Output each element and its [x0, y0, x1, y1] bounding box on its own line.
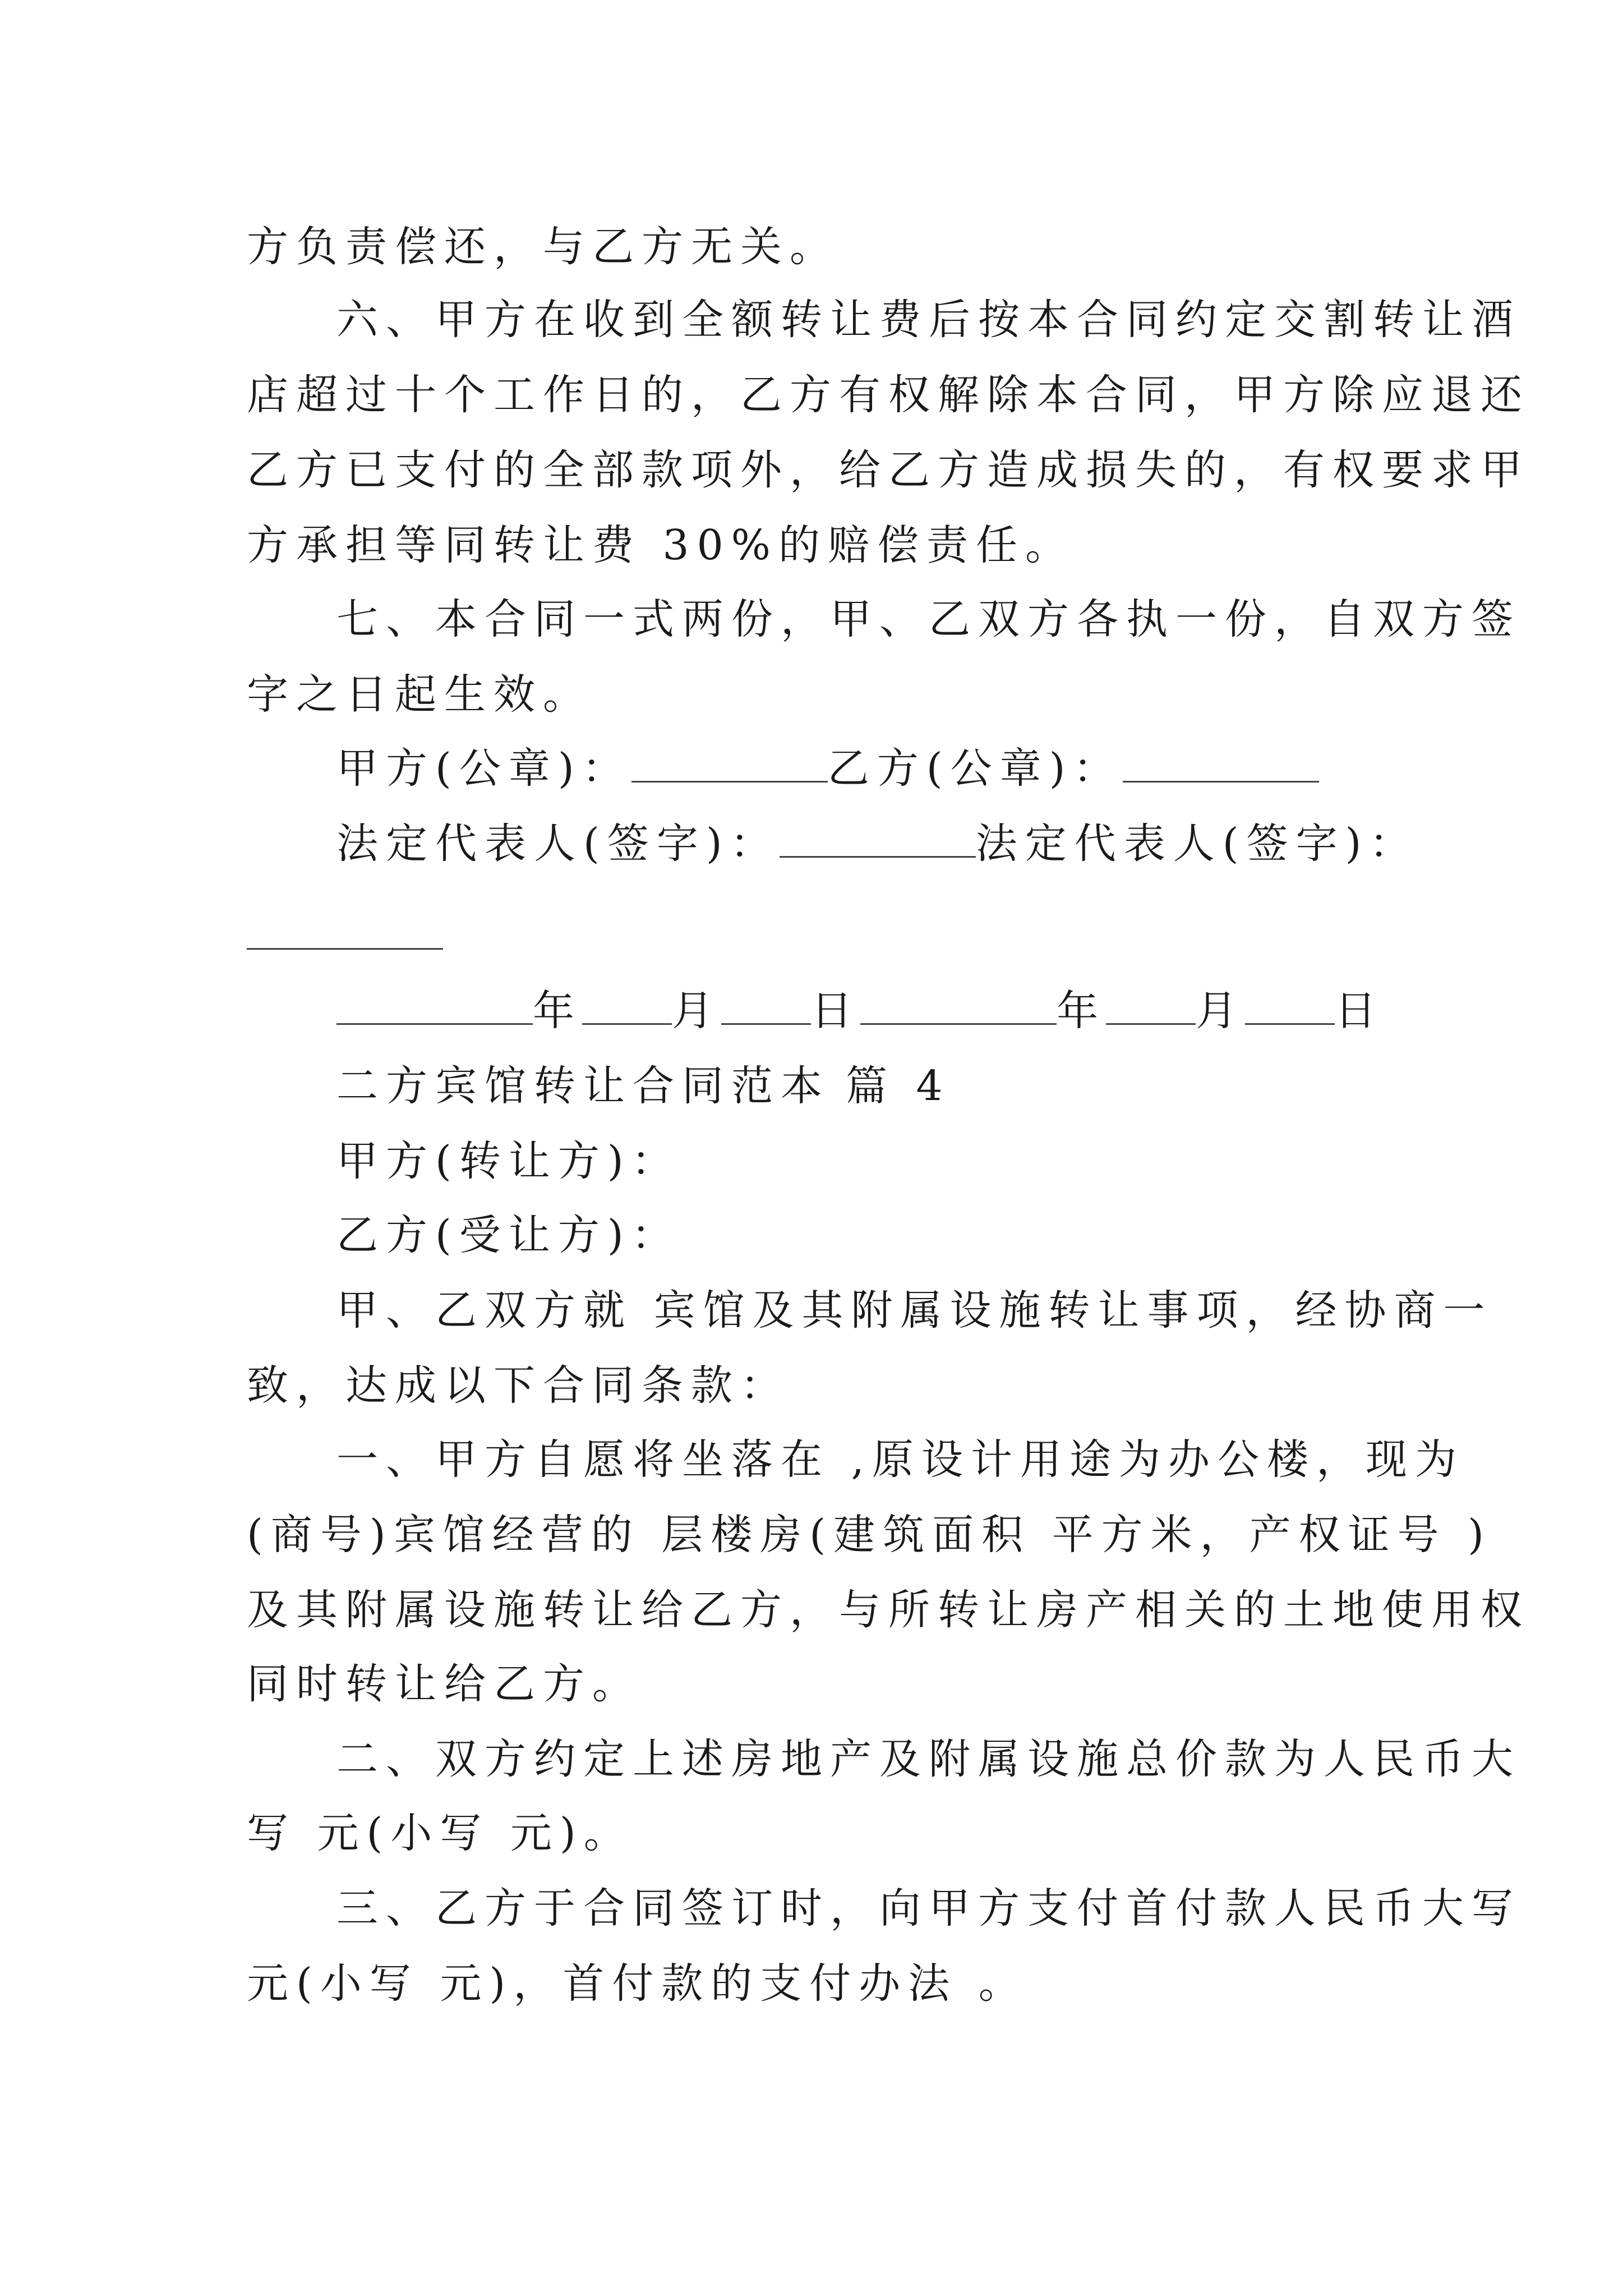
rep-a-blank — [780, 822, 976, 858]
clause-2-line: 二、双方约定上述房地产及附属设施总价款为人民币大 — [336, 1735, 1521, 1783]
text-line: 方负责偿还，与乙方无关。 — [247, 223, 839, 271]
day-label: 日 — [811, 987, 860, 1035]
year-blank — [336, 990, 533, 1025]
text-line: 及其附属设施转让给乙方，与所转让房产相关的土地使用权 — [247, 1586, 1530, 1634]
month-blank-2 — [1106, 990, 1196, 1025]
clause-3-line: 三、乙方于合同签订时，向甲方支付首付款人民币大写 — [336, 1884, 1521, 1932]
section-heading — [336, 1048, 1475, 1124]
rep-a-label: 法定代表人(签字)： — [336, 820, 780, 868]
text-line: 店超过十个工作日的，乙方有权解除本合同，甲方除应退还 — [247, 371, 1530, 419]
representative-line — [336, 806, 1475, 882]
party-a-line: 甲方(转让方)： — [336, 1137, 681, 1185]
year-label-2: 年 — [1057, 987, 1106, 1035]
month-blank — [582, 990, 672, 1025]
day-blank-2 — [1245, 990, 1335, 1025]
text-line: 元(小写 元)，首付款的支付办法 。 — [247, 1959, 1028, 2008]
text-line: (商号)宾馆经营的 层楼房(建筑面积 平方米，产权证号 ) — [247, 1511, 1492, 1559]
party-a-seal-label: 甲方(公章)： — [336, 744, 631, 793]
text-line: 乙方已支付的全部款项外，给乙方造成损失的，有权要求甲 — [247, 446, 1530, 494]
day-label-2: 日 — [1335, 987, 1384, 1035]
clause-1-line: 一、甲方自愿将坐落在 ,原设计用途为办公楼，现为 — [336, 1435, 1465, 1484]
date-line — [336, 973, 1475, 1049]
clause-7-line: 七、本合同一式两份，甲、乙双方各执一份，自双方签 — [336, 595, 1521, 643]
text-line: 字之日起生效。 — [247, 670, 592, 719]
text-line: 同时转让给乙方。 — [247, 1660, 642, 1708]
party-b-seal-blank — [1123, 747, 1319, 783]
year-blank-2 — [860, 990, 1057, 1025]
clause-6-line: 六、甲方在收到全额转让费后按本合同约定交割转让酒 — [336, 296, 1521, 344]
text-line: 致，达成以下合同条款： — [247, 1361, 790, 1410]
month-label-2: 月 — [1196, 987, 1245, 1035]
party-a-seal-blank — [631, 747, 828, 783]
day-blank — [721, 990, 811, 1025]
year-label: 年 — [533, 987, 582, 1035]
intro-line: 甲、乙双方就 宾馆及其附属设施转让事项，经协商一 — [336, 1286, 1493, 1335]
seal-line — [336, 730, 1475, 807]
party-b-line: 乙方(受让方)： — [336, 1211, 681, 1259]
party-b-seal-label: 乙方(公章)： — [827, 744, 1123, 793]
section-heading-title: 二方宾馆转让合同范本 — [336, 1062, 830, 1110]
rep-b-label: 法定代表人(签字)： — [975, 820, 1419, 868]
text-line: 写 元(小写 元)。 — [247, 1809, 633, 1857]
section-heading-suffix: 篇 4 — [846, 1062, 951, 1110]
rep-b-blank — [247, 948, 443, 950]
text-line: 方承担等同转让费 30%的赔偿责任。 — [247, 521, 1075, 569]
month-label: 月 — [672, 987, 721, 1035]
